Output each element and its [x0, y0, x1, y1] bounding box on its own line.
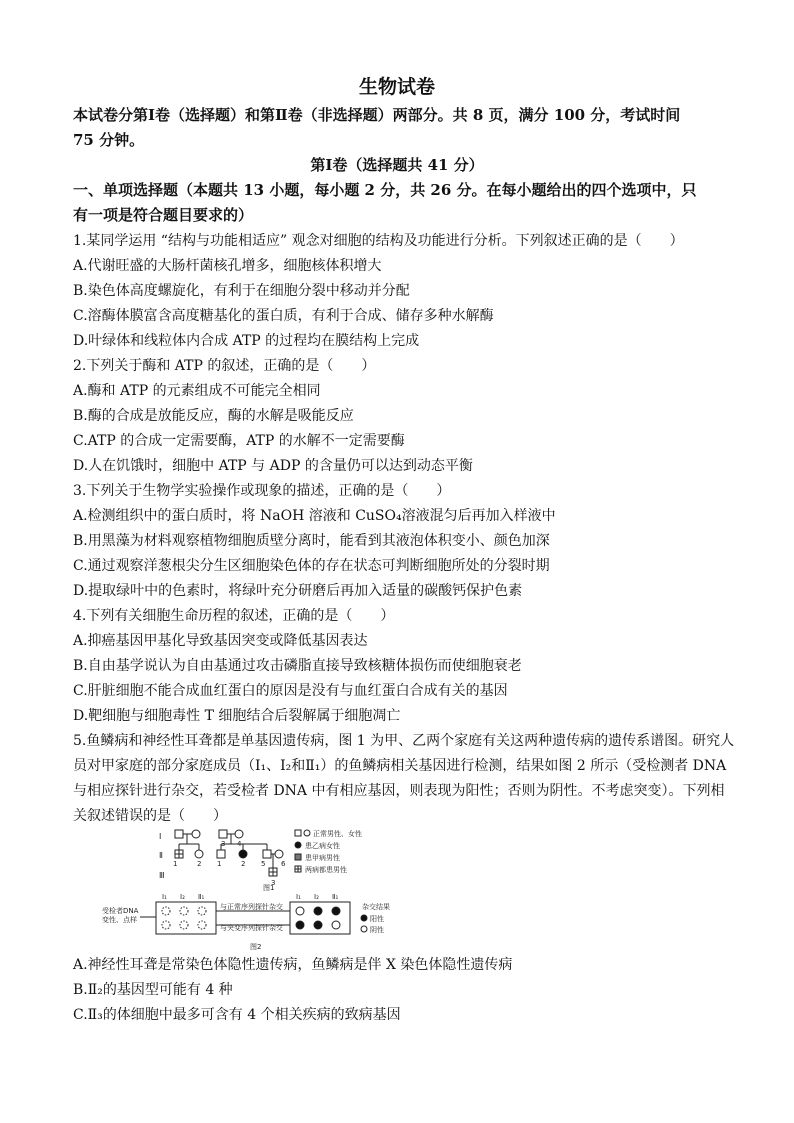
col-label-1: Ⅰ₁ [162, 893, 167, 901]
col-label-3: Ⅱ₁ [198, 893, 205, 901]
pedigree-number: 2 [197, 860, 202, 868]
pedigree-number: 5 [261, 860, 266, 868]
q2-option-c: C.ATP 的合成一定需要酶，ATP 的水解不一定需要酶 [73, 433, 405, 449]
col-label-1: Ⅰ₁ [296, 893, 301, 901]
figure2-left-label-1: 受检者DNA [102, 907, 139, 915]
gen-label-3: Ⅲ [159, 871, 165, 880]
q3-stem: 3.下列关于生物学实验操作或现象的描述，正确的是（ ） [73, 483, 451, 499]
pedigree-male-normal [263, 850, 271, 858]
pedigree-female-normal [195, 850, 203, 858]
q4-option-d: D.靶细胞与细胞毒性 T 细胞结合后裂解属于细胞凋亡 [73, 708, 401, 724]
q5-option-b: B.Ⅱ₂的基因型可能有 4 种 [73, 982, 233, 998]
pedigree-number: 3 [221, 840, 226, 848]
q5-stem-line-1: 5.鱼鳞病和神经性耳聋都是单基因遗传病，图 1 为甲、乙两个家庭有关这两种遗传病的遗传系谱图。研究人 [73, 733, 735, 749]
pedigree-female-affected [239, 850, 247, 858]
q2-option-a: A.酶和 ATP 的元素组成不可能完全相同 [73, 383, 321, 399]
pedigree-number: 3 [271, 879, 276, 887]
q1-stem: 1.某同学运用 “结构与功能相适应” 观念对细胞的结构及功能进行分析。下列叙述正确的是（ ） [73, 233, 684, 249]
q3-option-d: D.提取绿叶中的色素时，将绿叶充分研磨后再加入适量的碳酸钙保护色素 [73, 583, 523, 599]
pedigree-male-normal [219, 830, 227, 838]
gen-label-1: Ⅰ [159, 832, 162, 841]
pedigree-figure [155, 826, 395, 892]
figure2-caption: 图2 [250, 943, 262, 951]
part-heading-line-2: 有一项是符合题目要求的） [73, 206, 254, 224]
q2-stem: 2.下列关于酶和 ATP 的叙述，正确的是（ ） [73, 358, 376, 374]
pedigree-male-normal [217, 850, 225, 858]
legend-female-b: 患乙病女性 [305, 842, 340, 850]
pedigree-female-normal [275, 850, 283, 858]
pedigree-male-normal [175, 830, 183, 838]
q3-option-b: B.用黑藻为材料观察植物细胞质壁分离时，能看到其液泡体积变小、颜色加深 [73, 533, 550, 549]
intro-line-1: 本试卷分第Ⅰ卷（选择题）和第Ⅱ卷（非选择题）两部分。共 8 页，满分 100 分，考试时间 [73, 106, 681, 124]
q3-option-c: C.通过观察洋葱根尖分生区细胞染色体的存在状态可判断细胞所处的分裂时期 [73, 558, 550, 574]
legend-male-a: 患甲病男性 [305, 854, 340, 862]
q4-stem: 4.下列有关细胞生命历程的叙述，正确的是（ ） [73, 608, 395, 624]
q1-option-d: D.叶绿体和线粒体内合成 ATP 的过程均在膜结构上完成 [73, 333, 420, 349]
q1-option-b: B.染色体高度螺旋化，有利于在细胞分裂中移动并分配 [73, 283, 410, 299]
q2-option-d: D.人在饥饿时，细胞中 ATP 与 ADP 的含量仍可以达到动态平衡 [73, 458, 473, 474]
result-negative-label: 阴性 [370, 926, 384, 934]
q5-option-c: C.Ⅱ₃的体细胞中最多可含有 4 个相关疾病的致病基因 [73, 1007, 401, 1023]
q4-option-c: C.肝脏细胞不能合成血红蛋白的原因是没有与血红蛋白合成有关的基因 [73, 683, 508, 699]
col-label-2: Ⅰ₂ [180, 893, 185, 901]
part-heading-line-1: 一、单项选择题（本题共 13 小题，每小题 2 分，共 26 分。在每小题给出的四个选项中，只 [73, 181, 697, 199]
q1-option-c: C.溶酶体膜富含高度糖基化的蛋白质，有利于合成、储存多种水解酶 [73, 308, 494, 324]
q5-option-a: A.神经性耳聋是常染色体隐性遗传病，鱼鳞病是伴 X 染色体隐性遗传病 [73, 957, 513, 973]
figure2-left-label-2: 变性、点样 [102, 916, 137, 924]
q4-option-a: A.抑癌基因甲基化导致基因突变或降低基因表达 [73, 633, 368, 649]
arrow-bottom-label: 与突变序列探针杂交 [220, 924, 283, 932]
legend-normal: 正常男性、女性 [313, 830, 362, 838]
q4-option-b: B.自由基学说认为自由基通过攻击磷脂直接导致核糖体损伤而使细胞衰老 [73, 658, 522, 674]
col-label-2: Ⅰ₂ [314, 893, 319, 901]
gen-label-2: Ⅱ [159, 851, 163, 860]
q5-stem-line-4: 关叙述错误的是（ ） [73, 808, 227, 824]
q3-option-a: A.检测组织中的蛋白质时，将 NaOH 溶液和 CuSO₄溶液混匀后再加入样液中 [73, 508, 556, 524]
result-title: 杂交结果 [362, 903, 390, 911]
pedigree-number: 4 [237, 840, 242, 848]
page-title: 生物试卷 [358, 76, 435, 98]
pedigree-number: 1 [217, 860, 222, 868]
pedigree-female-normal [192, 830, 200, 838]
q1-option-a: A.代谢旺盛的大肠杆菌核孔增多，细胞核体积增大 [73, 258, 382, 274]
intro-line-2: 75 分钟。 [73, 131, 145, 149]
hybridization-figure [100, 893, 410, 951]
result-positive-label: 阳性 [370, 915, 384, 923]
q2-option-b: B.酶的合成是放能反应，酶的水解是吸能反应 [73, 408, 354, 424]
legend-both: 两病都患男性 [305, 866, 347, 874]
arrow-top-label: 与正常序列探针杂交 [220, 903, 283, 911]
col-label-3: Ⅱ₁ [332, 893, 339, 901]
pedigree-female-normal [235, 830, 243, 838]
section-title: 第Ⅰ卷（选择题共 41 分） [310, 156, 484, 174]
pedigree-number: 2 [241, 860, 246, 868]
pedigree-number: 6 [281, 860, 286, 868]
pedigree-number: 1 [173, 860, 178, 868]
q5-stem-line-2: 员对甲家庭的部分家庭成员（Ⅰ₁、Ⅰ₂和Ⅱ₁）的鱼鳞病相关基因进行检测，结果如图 2 所示（受检测者 DNA [73, 758, 727, 774]
figure1-caption: 图1 [263, 884, 275, 892]
q5-stem-line-3: 与相应探针进行杂交，若受检者 DNA 中有相应基因，则表现为阳性；否则为阴性。不考虑突变）。下列相 [73, 783, 725, 799]
